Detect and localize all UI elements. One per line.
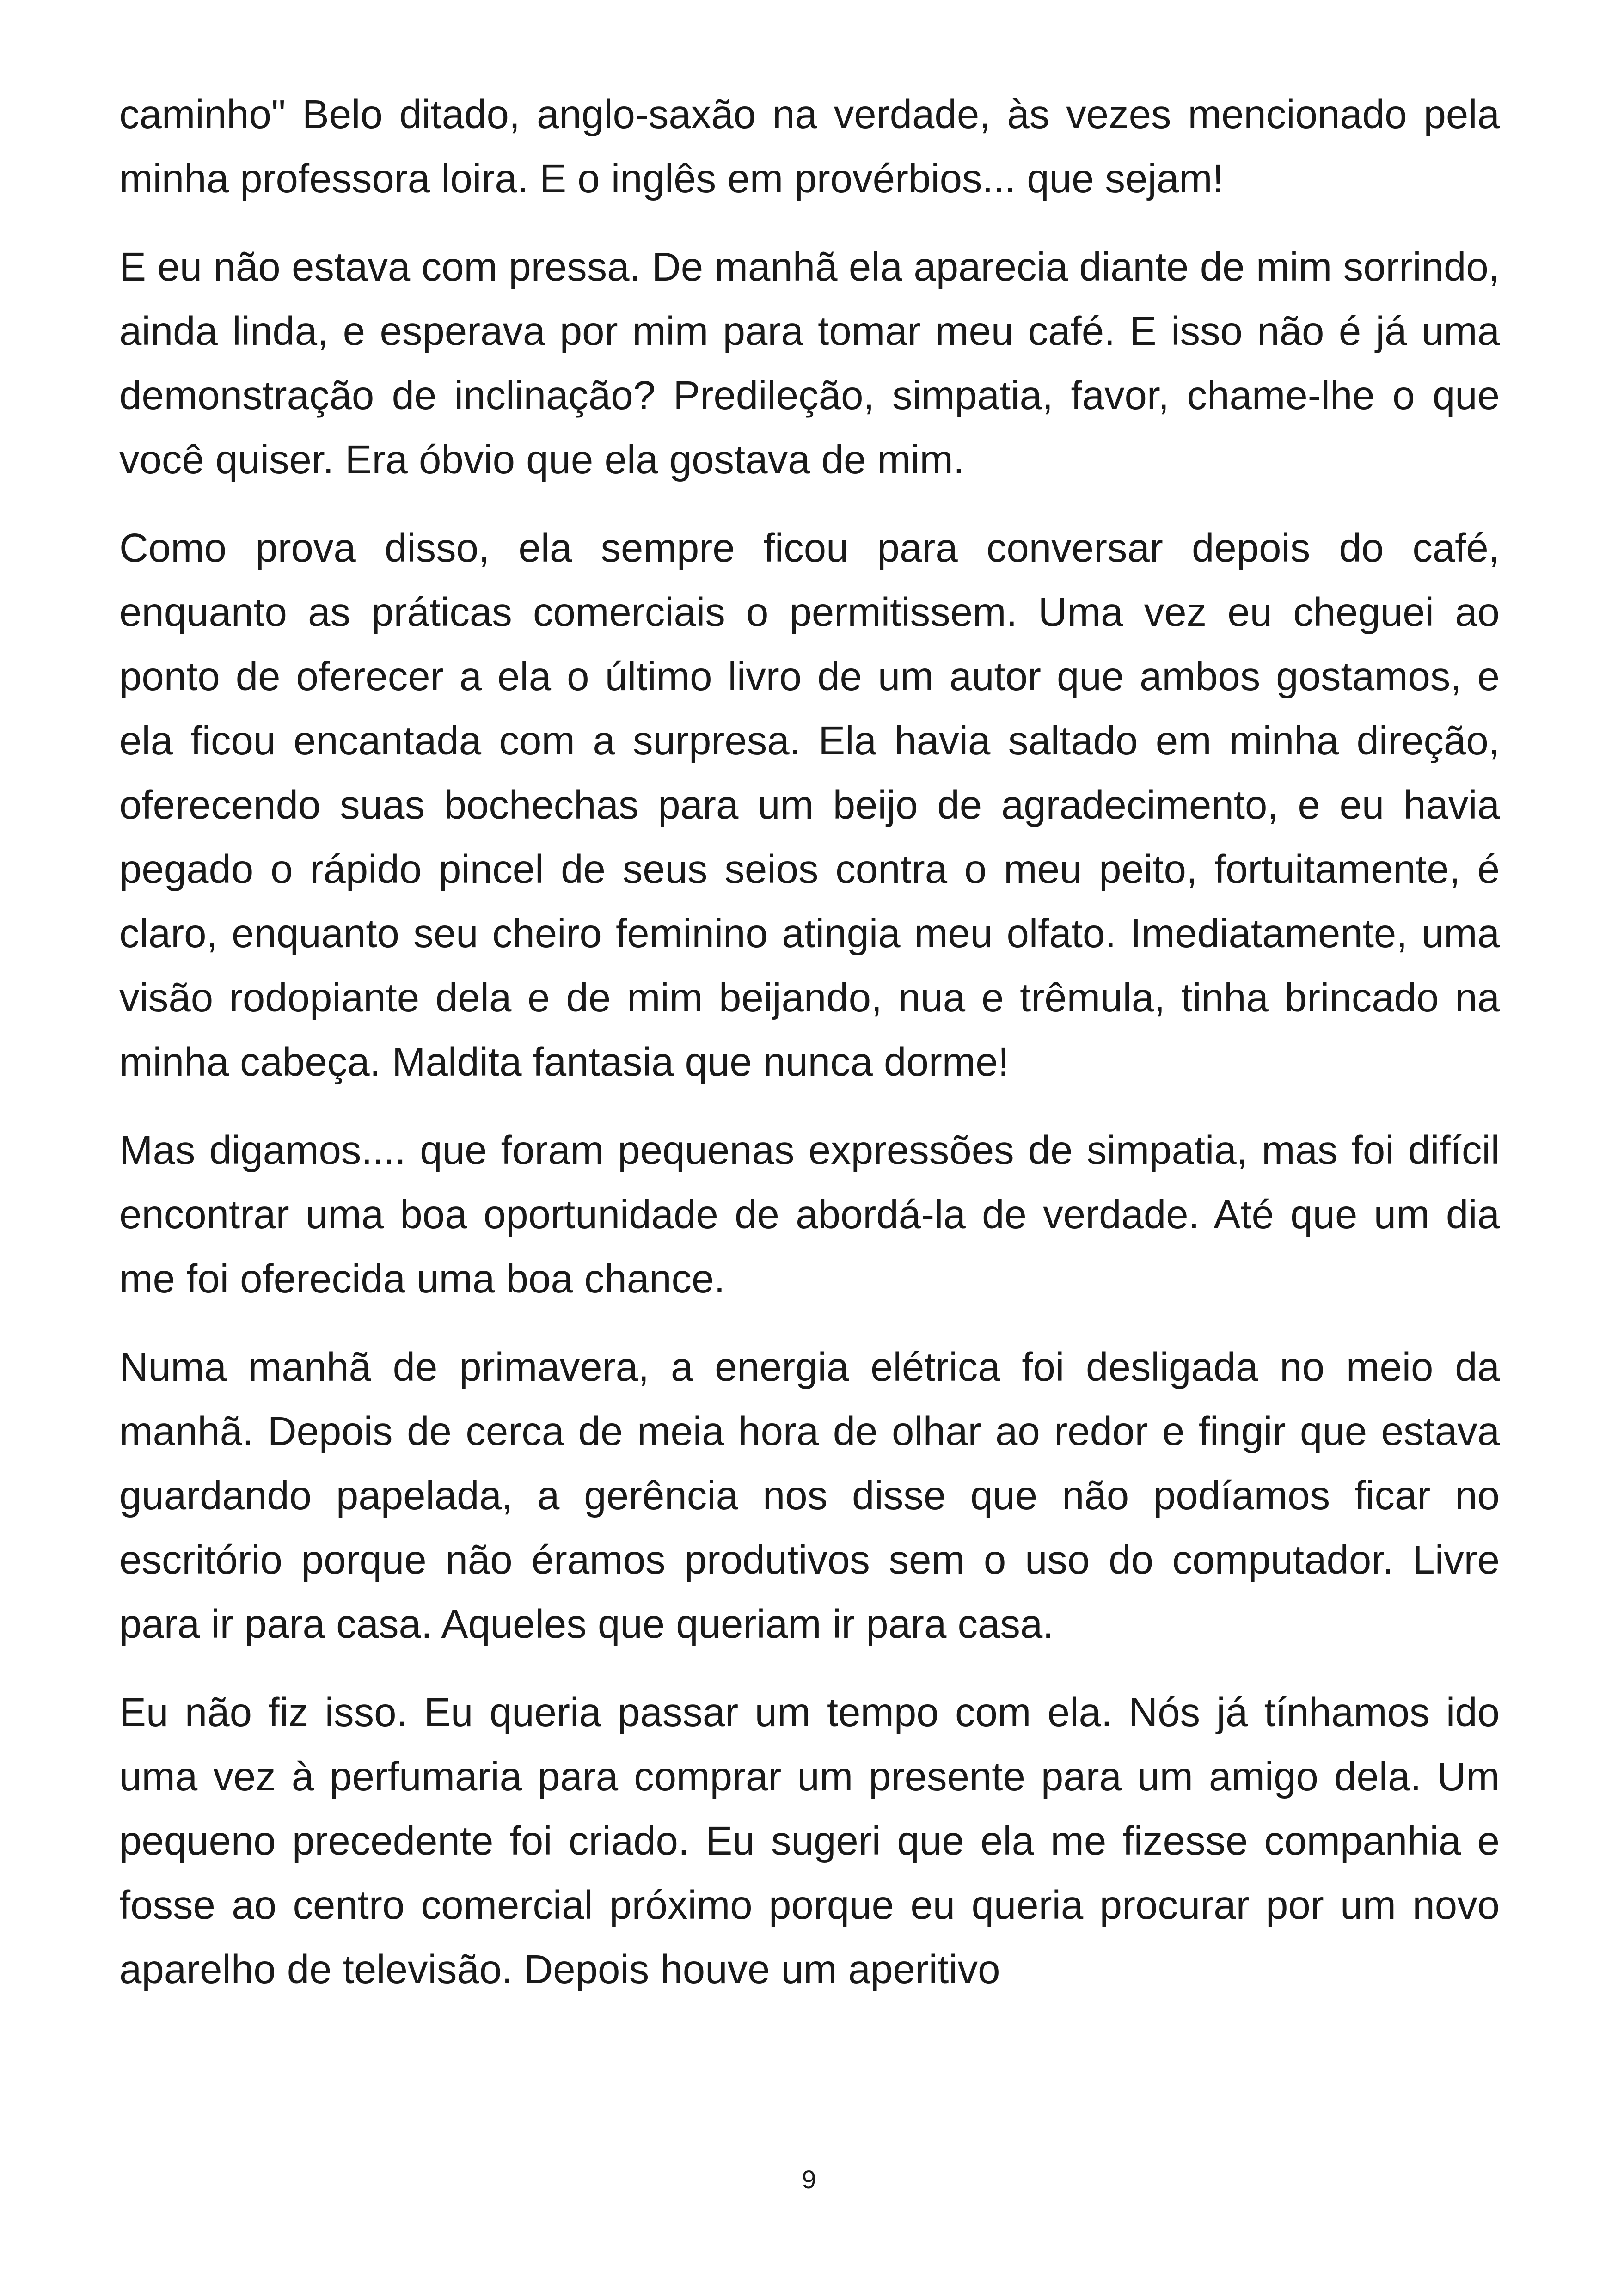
page-number: 9 bbox=[802, 2165, 816, 2194]
paragraph: Eu não fiz isso. Eu queria passar um tempo com ela. Nós já tínhamos ido uma vez à perfumaria para comprar um presente para um amigo dela. Um pequeno precedente foi criado. Eu sugeri que ela me fizesse companhia e fosse ao centro comercial próximo porque eu queria procurar por um novo aparelho de televisão. Depois houve um aperitivo bbox=[119, 1690, 1500, 1992]
paragraph: Como prova disso, ela sempre ficou para conversar depois do café, enquanto as práticas comerciais o permitissem. Uma vez eu cheguei ao ponto de oferecer a ela o último livro de um autor que ambos gostamos, e ela ficou encantada com a surpresa. Ela havia saltado em minha direção, oferecendo suas bochechas para um beijo de agradecimento, e eu havia pegado o rápido pincel de seus seios contra o meu peito, fortuitamente, é claro, enquanto seu cheiro feminino atingia meu olfato. Imediatamente, uma visão rodopiante dela e de mim beijando, nua e trêmula, tinha brincado na minha cabeça. Maldita fantasia que nunca dorme! bbox=[119, 526, 1500, 1084]
document-body bbox=[119, 82, 1500, 2002]
paragraph: E eu não estava com pressa. De manhã ela aparecia diante de mim sorrindo, ainda linda, e esperava por mim para tomar meu café. E isso não é já uma demonstração de inclinação? Predileção, simpatia, favor, chame-lhe o que você quiser. Era óbvio que ela gostava de mim. bbox=[119, 245, 1500, 482]
paragraph: Numa manhã de primavera, a energia elétrica foi desligada no meio da manhã. Depois de cerca de meia hora de olhar ao redor e fingir que estava guardando papelada, a gerência nos disse que não podíamos ficar no escritório porque não éramos produtivos sem o uso do computador. Livre para ir para casa. Aqueles que queriam ir para casa. bbox=[119, 1345, 1500, 1647]
paragraph: caminho" Belo ditado, anglo-saxão na verdade, às vezes mencionado pela minha professora loira. E o inglês em provérbios... que sejam! bbox=[119, 92, 1500, 201]
paragraph: Mas digamos.... que foram pequenas expressões de simpatia, mas foi difícil encontrar uma boa oportunidade de abordá-la de verdade. Até que um dia me foi oferecida uma boa chance. bbox=[119, 1128, 1500, 1301]
